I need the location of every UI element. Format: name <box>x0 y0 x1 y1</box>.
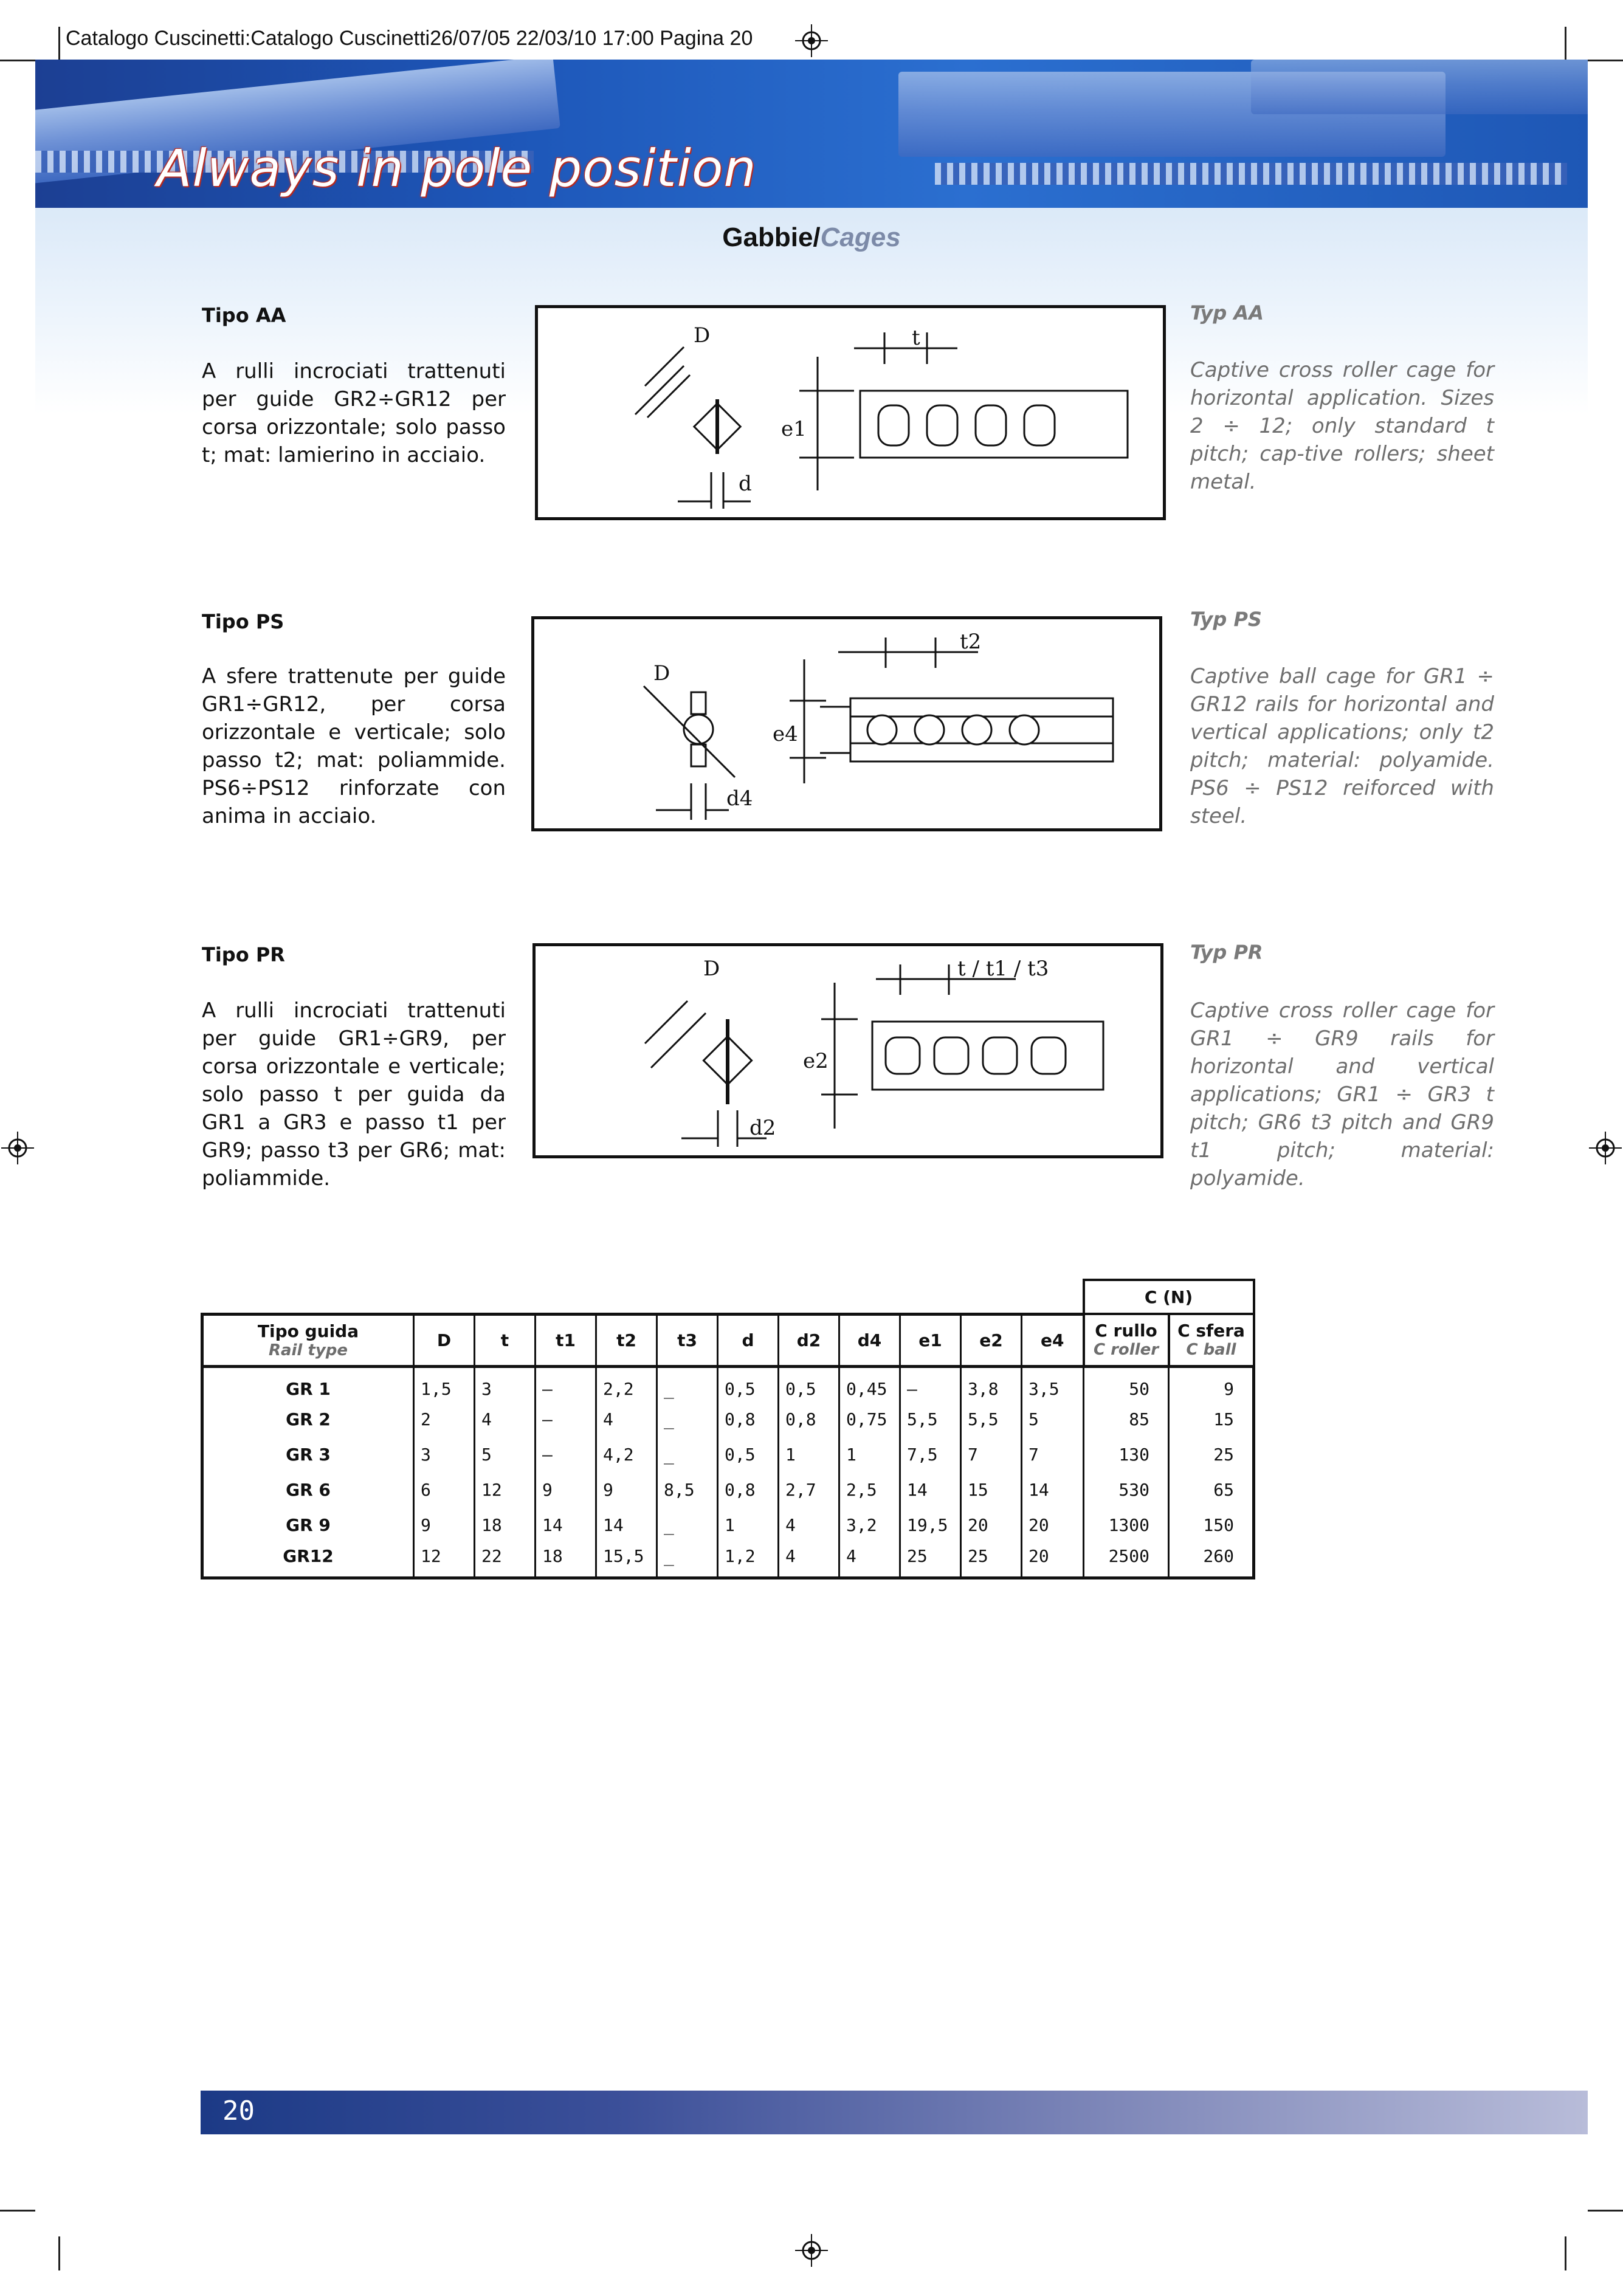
table-cell: 18 <box>475 1507 536 1542</box>
table-cell: 7 <box>961 1437 1022 1472</box>
diagram-aa <box>535 305 1166 520</box>
table-cell: 3,5 <box>1022 1366 1084 1401</box>
c-ball-it: C sfera <box>1177 1321 1245 1341</box>
table-cell: 3 <box>414 1437 475 1472</box>
table-cell: 1 <box>839 1437 900 1472</box>
col-header: t <box>475 1314 536 1366</box>
registration-mark-icon <box>1 1132 34 1164</box>
dim-label: t2 <box>960 630 982 654</box>
type-label-it: Tipo PS <box>202 610 284 633</box>
roller-cross-section <box>645 1001 767 1147</box>
table-cell: 5,5 <box>961 1401 1022 1437</box>
section-title-it: Gabbie/ <box>722 222 821 252</box>
table-cell: 12 <box>414 1542 475 1578</box>
registration-mark-icon <box>795 24 828 57</box>
crop-mark <box>0 2210 35 2212</box>
diagram-ps <box>531 616 1162 831</box>
type-label-en: Typ PR <box>1190 941 1263 964</box>
crop-mark <box>1565 27 1566 61</box>
crop-mark <box>58 27 60 61</box>
table-cell: 20 <box>961 1507 1022 1542</box>
c-roller-en: C roller <box>1093 1341 1159 1359</box>
table-row <box>202 1366 1254 1401</box>
table-cell: 5 <box>475 1437 536 1472</box>
rail-type-cell: GR 1 <box>202 1366 414 1401</box>
table-cell: 14 <box>536 1507 596 1542</box>
rail-type-cell: GR 9 <box>202 1507 414 1542</box>
table-cell: _ <box>657 1542 718 1578</box>
table-cell: 3,8 <box>961 1366 1022 1401</box>
table-cell: 15 <box>1169 1401 1254 1437</box>
table-cell: 65 <box>1169 1472 1254 1507</box>
section-title <box>0 222 1623 253</box>
dim-label: d2 <box>749 1116 776 1140</box>
table-cell: 0,8 <box>718 1401 779 1437</box>
dim-label: D <box>703 957 720 981</box>
table-cell: 25 <box>900 1542 961 1578</box>
table-cell: 1300 <box>1084 1507 1169 1542</box>
table-cell: 4 <box>596 1401 657 1437</box>
table-cell: _ <box>657 1401 718 1437</box>
group-header-cn: C (N) <box>1084 1280 1254 1314</box>
cage-rollers <box>878 405 1055 445</box>
col-header: e4 <box>1022 1314 1084 1366</box>
table-group-header-row <box>202 1280 1254 1314</box>
table-cell: 0,75 <box>839 1401 900 1437</box>
table-cell: 3 <box>475 1366 536 1401</box>
table-cell: 20 <box>1022 1542 1084 1578</box>
col-header-c-roller <box>1084 1314 1169 1366</box>
table-cell: 4 <box>475 1401 536 1437</box>
table-cell: 20 <box>1022 1507 1084 1542</box>
table-cell: – <box>536 1366 596 1401</box>
ball-cross-section <box>644 686 735 820</box>
table-cell: 5,5 <box>900 1401 961 1437</box>
type-description-it: A rulli incrociati trattenuti per guide GR2÷GR12 per corsa orizzontale; solo passo t; mat: lamierino in acciaio. <box>202 359 506 467</box>
col-header: d2 <box>779 1314 839 1366</box>
type-label-en: Typ AA <box>1190 301 1264 325</box>
c-roller-it: C rullo <box>1095 1321 1157 1341</box>
table-cell: 25 <box>1169 1437 1254 1472</box>
table-cell: 15 <box>961 1472 1022 1507</box>
col-header: D <box>414 1314 475 1366</box>
dim-label: e4 <box>773 722 798 746</box>
rail-type-cell: GR 6 <box>202 1472 414 1507</box>
table-cell: _ <box>657 1507 718 1542</box>
table-cell: 25 <box>961 1542 1022 1578</box>
table-cell: 530 <box>1084 1472 1169 1507</box>
footer-bar <box>201 2091 1588 2134</box>
dim-label: e2 <box>803 1049 829 1073</box>
rail-type-cell: GR 2 <box>202 1401 414 1437</box>
diagram-pr <box>532 943 1163 1158</box>
table-cell: 1,5 <box>414 1366 475 1401</box>
table-cell: 9 <box>536 1472 596 1507</box>
spec-table <box>201 1279 1255 1579</box>
crop-mark <box>1565 2236 1566 2270</box>
table-cell: 9 <box>596 1472 657 1507</box>
table-cell: 5 <box>1022 1401 1084 1437</box>
rail-type-it: Tipo guida <box>257 1321 359 1341</box>
type-label-it: Tipo PR <box>202 943 285 966</box>
print-header: Catalogo Cuscinetti:Catalogo Cuscinetti26/07/05 22/03/10 17:00 Pagina 20 <box>66 27 753 50</box>
table-cell: 0,45 <box>839 1366 900 1401</box>
table-cell: 14 <box>1022 1472 1084 1507</box>
table-cell: 4,2 <box>596 1437 657 1472</box>
table-cell: 4 <box>839 1542 900 1578</box>
table-cell: 2,7 <box>779 1472 839 1507</box>
crop-mark <box>0 60 35 61</box>
table-cell: 0,5 <box>718 1366 779 1401</box>
registration-mark-icon <box>795 2234 828 2267</box>
table-row <box>202 1542 1254 1578</box>
dim-label: t / t1 / t3 <box>957 957 1049 981</box>
table-cell: 0,8 <box>718 1472 779 1507</box>
banner-rail-teeth <box>935 163 1567 185</box>
roller-cross-section <box>635 347 751 509</box>
table-cell: 150 <box>1169 1507 1254 1542</box>
table-cell: 3,2 <box>839 1507 900 1542</box>
table-cell: 1 <box>779 1437 839 1472</box>
page-number: 20 <box>222 2095 255 2126</box>
table-cell: 8,5 <box>657 1472 718 1507</box>
slogan: Always in pole position <box>157 139 757 198</box>
table-cell: 85 <box>1084 1401 1169 1437</box>
table-cell: 0,5 <box>779 1366 839 1401</box>
dim-label: D <box>653 661 670 686</box>
type-description-en: Captive cross roller cage for GR1 ÷ GR9 rails for horizontal and vertical applications; GR1 ÷ GR3 t pitch; GR6 t3 pitch and GR9 t1 pitch; material: polyamide. <box>1190 998 1494 1191</box>
table-header-row <box>202 1314 1254 1366</box>
registration-mark-icon <box>1589 1132 1622 1164</box>
col-header-c-ball <box>1169 1314 1254 1366</box>
table-row <box>202 1507 1254 1542</box>
dim-label: e1 <box>781 417 807 441</box>
table-cell: – <box>536 1401 596 1437</box>
type-description-it: A sfere trattenute per guide GR1÷GR12, per corsa orizzontale e verticale; solo passo t2; mat: poliammide. PS6÷PS12 rinforzate con anima in acciaio. <box>202 664 506 828</box>
col-header: e2 <box>961 1314 1022 1366</box>
table-cell: 7 <box>1022 1437 1084 1472</box>
table-row <box>202 1401 1254 1437</box>
col-header: t3 <box>657 1314 718 1366</box>
crop-mark <box>58 2236 60 2270</box>
crop-mark <box>1588 2210 1623 2212</box>
table-cell: 1 <box>718 1507 779 1542</box>
rail-type-cell: GR12 <box>202 1542 414 1578</box>
table-cell: 6 <box>414 1472 475 1507</box>
table-cell: 4 <box>779 1507 839 1542</box>
crop-mark <box>1588 60 1623 61</box>
table-cell: 2500 <box>1084 1542 1169 1578</box>
type-description-en: Captive ball cage for GR1 ÷ GR12 rails for horizontal and vertical applications; only t2 pitch; material: polyamide. PS6 ÷ PS12 reiforced with steel. <box>1190 664 1494 828</box>
table-cell: – <box>900 1366 961 1401</box>
cage-balls <box>867 715 1039 744</box>
table-cell: 9 <box>414 1507 475 1542</box>
table-cell: 15,5 <box>596 1542 657 1578</box>
dim-label: t <box>912 326 920 350</box>
table-cell: 2 <box>414 1401 475 1437</box>
spec-table-body <box>202 1366 1254 1578</box>
table-cell: _ <box>657 1366 718 1401</box>
col-header-rail-type <box>202 1314 414 1366</box>
col-header: t2 <box>596 1314 657 1366</box>
table-cell: 50 <box>1084 1366 1169 1401</box>
table-cell: 130 <box>1084 1437 1169 1472</box>
type-description-it: A rulli incrociati trattenuti per guide GR1÷GR9, per corsa orizzontale e verticale; solo passo t per guida da GR1 a GR3 e passo t1 per GR9; passo t3 per GR6; mat: poliammide. <box>202 998 506 1191</box>
table-cell: 7,5 <box>900 1437 961 1472</box>
table-cell: 1,2 <box>718 1542 779 1578</box>
table-row <box>202 1437 1254 1472</box>
table-cell: 22 <box>475 1542 536 1578</box>
table-cell: _ <box>657 1437 718 1472</box>
section-title-en: Cages <box>820 222 901 252</box>
table-cell: 14 <box>596 1507 657 1542</box>
cage-rollers <box>886 1037 1066 1074</box>
col-header: d4 <box>839 1314 900 1366</box>
dim-label: D <box>694 323 711 348</box>
table-cell: 260 <box>1169 1542 1254 1578</box>
col-header: e1 <box>900 1314 961 1366</box>
table-cell: 0,5 <box>718 1437 779 1472</box>
table-cell: 19,5 <box>900 1507 961 1542</box>
table-cell: 2,5 <box>839 1472 900 1507</box>
type-label-en: Typ PS <box>1190 608 1262 631</box>
type-label-it: Tipo AA <box>202 304 286 327</box>
rail-type-cell: GR 3 <box>202 1437 414 1472</box>
table-cell: 9 <box>1169 1366 1254 1401</box>
dim-label: d4 <box>726 786 753 811</box>
col-header: d <box>718 1314 779 1366</box>
banner-rail-image <box>1251 60 1588 114</box>
table-cell: 4 <box>779 1542 839 1578</box>
dim-label: d <box>739 472 752 496</box>
c-ball-en: C ball <box>1186 1341 1236 1359</box>
table-cell: – <box>536 1437 596 1472</box>
rail-type-en: Rail type <box>268 1341 348 1359</box>
table-row <box>202 1472 1254 1507</box>
type-description-en: Captive cross roller cage for horizontal application. Sizes 2 ÷ 12; only standard t pitch; cap-tive rollers; sheet metal. <box>1190 358 1494 494</box>
table-cell: 14 <box>900 1472 961 1507</box>
table-cell: 18 <box>536 1542 596 1578</box>
col-header: t1 <box>536 1314 596 1366</box>
table-cell: 0,8 <box>779 1401 839 1437</box>
table-cell: 2,2 <box>596 1366 657 1401</box>
table-cell: 12 <box>475 1472 536 1507</box>
